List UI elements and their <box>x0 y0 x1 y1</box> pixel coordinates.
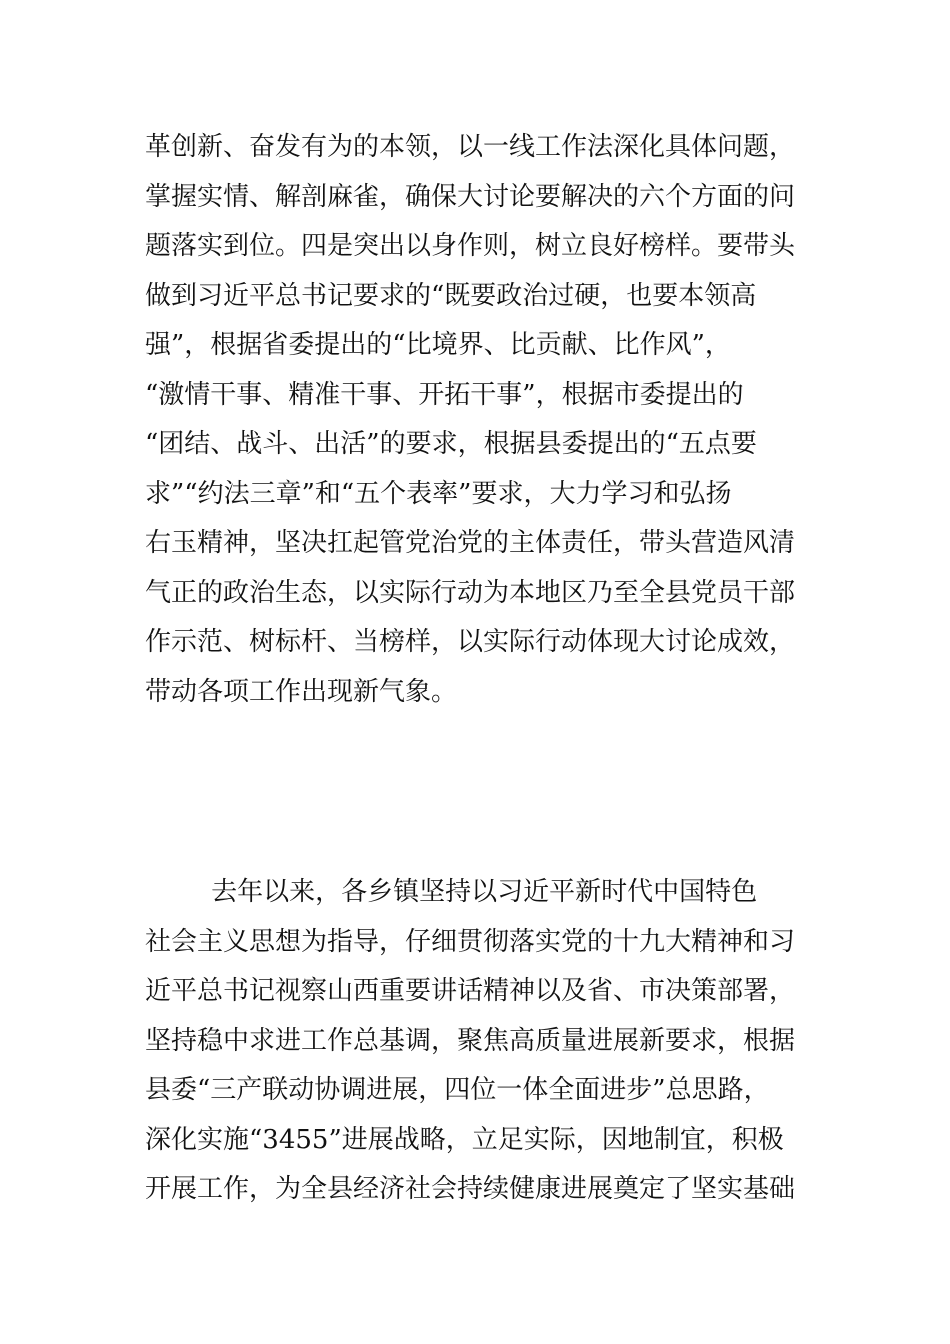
text-line: “团结、战斗、出活”的要求，根据县委提出的“五点要 <box>145 429 757 459</box>
text-line: 坚持稳中求进工作总基调，聚焦高质量进展新要求，根据 <box>145 1025 796 1056</box>
text-line: 掌握实情、解剖麻雀，确保大讨论要解决的六个方面的问 <box>145 181 796 212</box>
text-line: 气正的政治生态，以实际行动为本地区乃至全县党员干部 <box>145 577 796 608</box>
text-line: 近平总书记视察山西重要讲话精神以及省、市决策部署， <box>145 976 796 1006</box>
text-line: 社会主义思想为指导，仔细贯彻落实党的十九大精神和习 <box>145 926 796 957</box>
text-line: 强”，根据省委提出的“比境界、比贡献、比作风”， <box>145 330 731 360</box>
paragraph-2 <box>145 868 815 1215</box>
text-line: 深化实施“3455”进展战略，立足实际，因地制宜，积极 <box>145 1124 784 1155</box>
text-line: 题落实到位。四是突出以身作则，树立良好榜样。要带头 <box>145 231 796 261</box>
text-line: 作示范、树标杆、当榜样，以实际行动体现大讨论成效， <box>145 627 796 657</box>
text-line: 去年以来，各乡镇坚持以习近平新时代中国特色 <box>145 877 758 907</box>
text-line: 县委“三产联动协调进展，四位一体全面进步”总思路， <box>145 1075 770 1105</box>
text-line: 开展工作，为全县经济社会持续健康进展奠定了坚实基础 <box>145 1174 796 1204</box>
text-line: 求”“约法三章”和“五个表率”要求，大力学习和弘扬 <box>145 478 732 509</box>
text-line: “激情干事、精准干事、开拓干事”，根据市委提出的 <box>145 379 744 410</box>
text-line: 带动各项工作出现新气象。 <box>145 676 458 707</box>
text-line: 革创新、奋发有为的本领，以一线工作法深化具体问题， <box>145 132 796 162</box>
paragraph-1 <box>145 123 815 717</box>
text-line: 做到习近平总书记要求的“既要政治过硬，也要本领高 <box>145 280 757 311</box>
text-line: 右玉精神，坚决扛起管党治党的主体责任，带头营造风清 <box>145 528 796 558</box>
